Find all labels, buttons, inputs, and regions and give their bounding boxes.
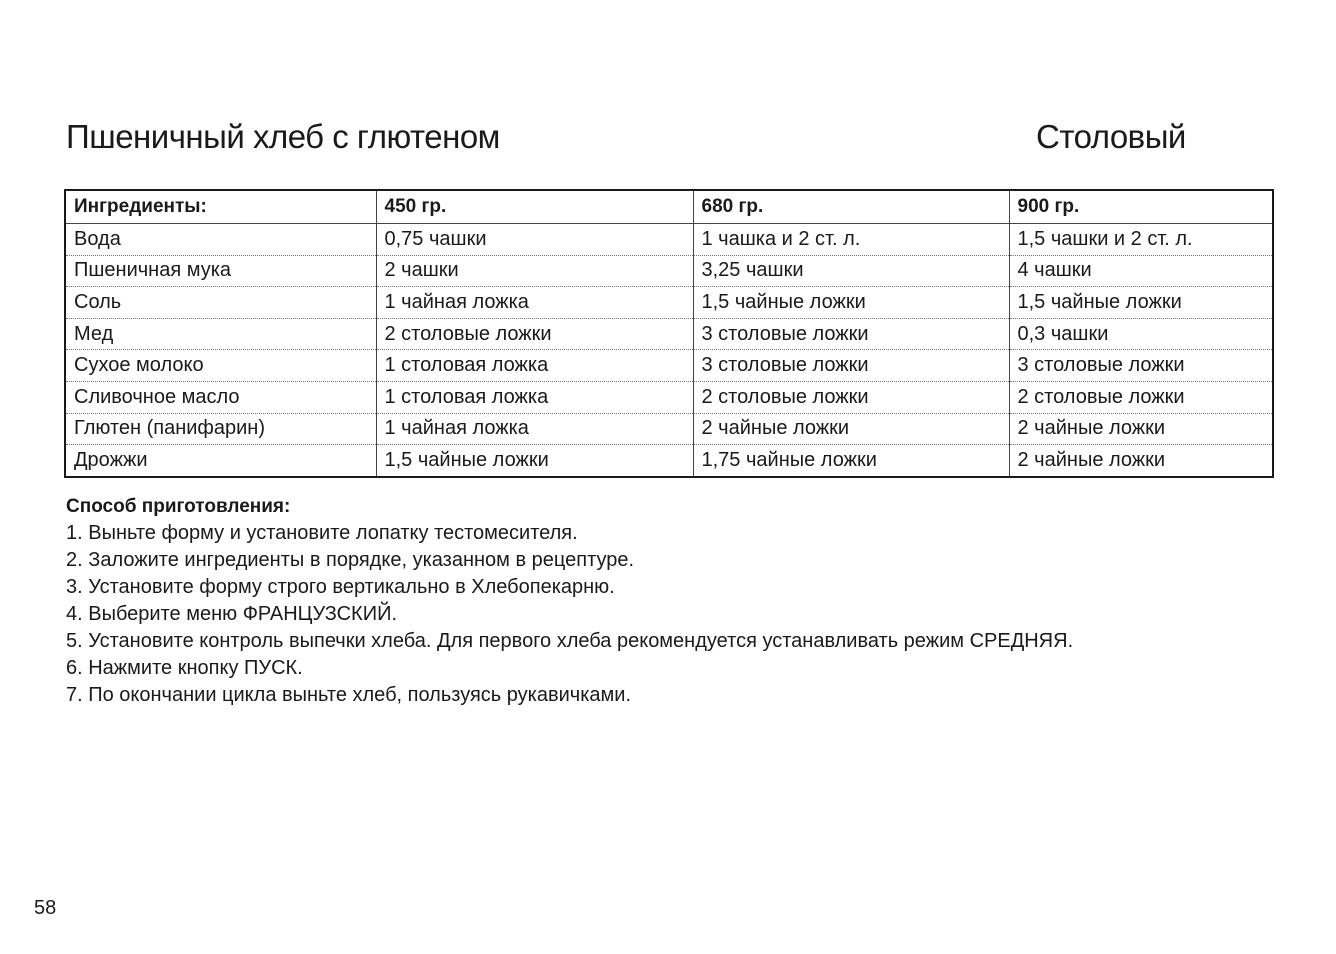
amount-680-cell: 3 столовые ложки (693, 350, 1009, 382)
amount-900-cell: 1,5 чайные ложки (1009, 287, 1273, 319)
amount-680-cell: 3 столовые ложки (693, 318, 1009, 350)
ingredients-table (64, 189, 1274, 478)
table-row (65, 445, 1273, 477)
method-step: 3. Установите форму строго вертикально в Хлебопекарню. (66, 576, 615, 598)
method-step: 7. По окончании цикла выньте хлеб, пользуясь рукавичками. (66, 684, 631, 706)
amount-680-cell: 1,5 чайные ложки (693, 287, 1009, 319)
table-row (65, 224, 1273, 256)
table-row (65, 413, 1273, 445)
ingredient-cell: Сухое молоко (65, 350, 376, 382)
page-number: 58 (34, 897, 57, 919)
amount-900-cell: 2 чайные ложки (1009, 445, 1273, 477)
amount-450-cell: 1 столовая ложка (376, 350, 693, 382)
recipe-category: Столовый (1036, 118, 1186, 155)
amount-680-cell: 3,25 чашки (693, 255, 1009, 287)
method-title: Способ приготовления: (66, 496, 291, 517)
amount-450-cell: 2 столовые ложки (376, 318, 693, 350)
table-row (65, 318, 1273, 350)
table-row (65, 255, 1273, 287)
table-row (65, 350, 1273, 382)
amount-680-cell: 1 чашка и 2 ст. л. (693, 224, 1009, 256)
ingredient-cell: Вода (65, 224, 376, 256)
amount-900-cell: 4 чашки (1009, 255, 1273, 287)
amount-680-cell: 1,75 чайные ложки (693, 445, 1009, 477)
amount-450-cell: 0,75 чашки (376, 224, 693, 256)
amount-450-cell: 1 чайная ложка (376, 413, 693, 445)
method-step: 5. Установите контроль выпечки хлеба. Для первого хлеба рекомендуется устанавливать режим СРЕДНЯЯ. (66, 630, 1074, 652)
method-step: 1. Выньте форму и установите лопатку тестомесителя. (66, 522, 578, 544)
amount-900-cell: 2 столовые ложки (1009, 381, 1273, 413)
method-step: 2. Заложите ингредиенты в порядке, указанном в рецептуре. (66, 549, 635, 571)
amount-450-cell: 1,5 чайные ложки (376, 445, 693, 477)
method-step: 6. Нажмите кнопку ПУСК. (66, 657, 303, 679)
amount-900-cell: 3 столовые ложки (1009, 350, 1273, 382)
table-row (65, 381, 1273, 413)
amount-900-cell: 1,5 чашки и 2 ст. л. (1009, 224, 1273, 256)
recipe-title: Пшеничный хлеб с глютеном (66, 118, 500, 155)
amount-450-cell: 2 чашки (376, 255, 693, 287)
ingredient-cell: Соль (65, 287, 376, 319)
ingredient-cell: Сливочное масло (65, 381, 376, 413)
method-section (66, 496, 1073, 709)
ingredient-cell: Дрожжи (74, 448, 148, 471)
ingredient-cell: Мед (65, 318, 376, 350)
ingredient-cell: Глютен (панифарин) (65, 413, 376, 445)
header-ingredients: Ингредиенты: (65, 190, 376, 224)
amount-900-cell: 2 чайные ложки (1009, 413, 1273, 445)
header-450g: 450 гр. (376, 190, 693, 224)
header-900g: 900 гр. (1009, 190, 1273, 224)
method-steps (66, 520, 1073, 709)
amount-900-cell: 0,3 чашки (1009, 318, 1273, 350)
table-row (65, 287, 1273, 319)
amount-450-cell: 1 столовая ложка (376, 381, 693, 413)
ingredient-cell: Пшеничная мука (65, 255, 376, 287)
method-step: 4. Выберите меню ФРАНЦУЗСКИЙ. (66, 603, 397, 625)
table-header-row (65, 190, 1273, 224)
amount-450-cell: 1 чайная ложка (376, 287, 693, 319)
amount-680-cell: 2 чайные ложки (693, 413, 1009, 445)
header-680g: 680 гр. (693, 190, 1009, 224)
amount-680-cell: 2 столовые ложки (693, 381, 1009, 413)
